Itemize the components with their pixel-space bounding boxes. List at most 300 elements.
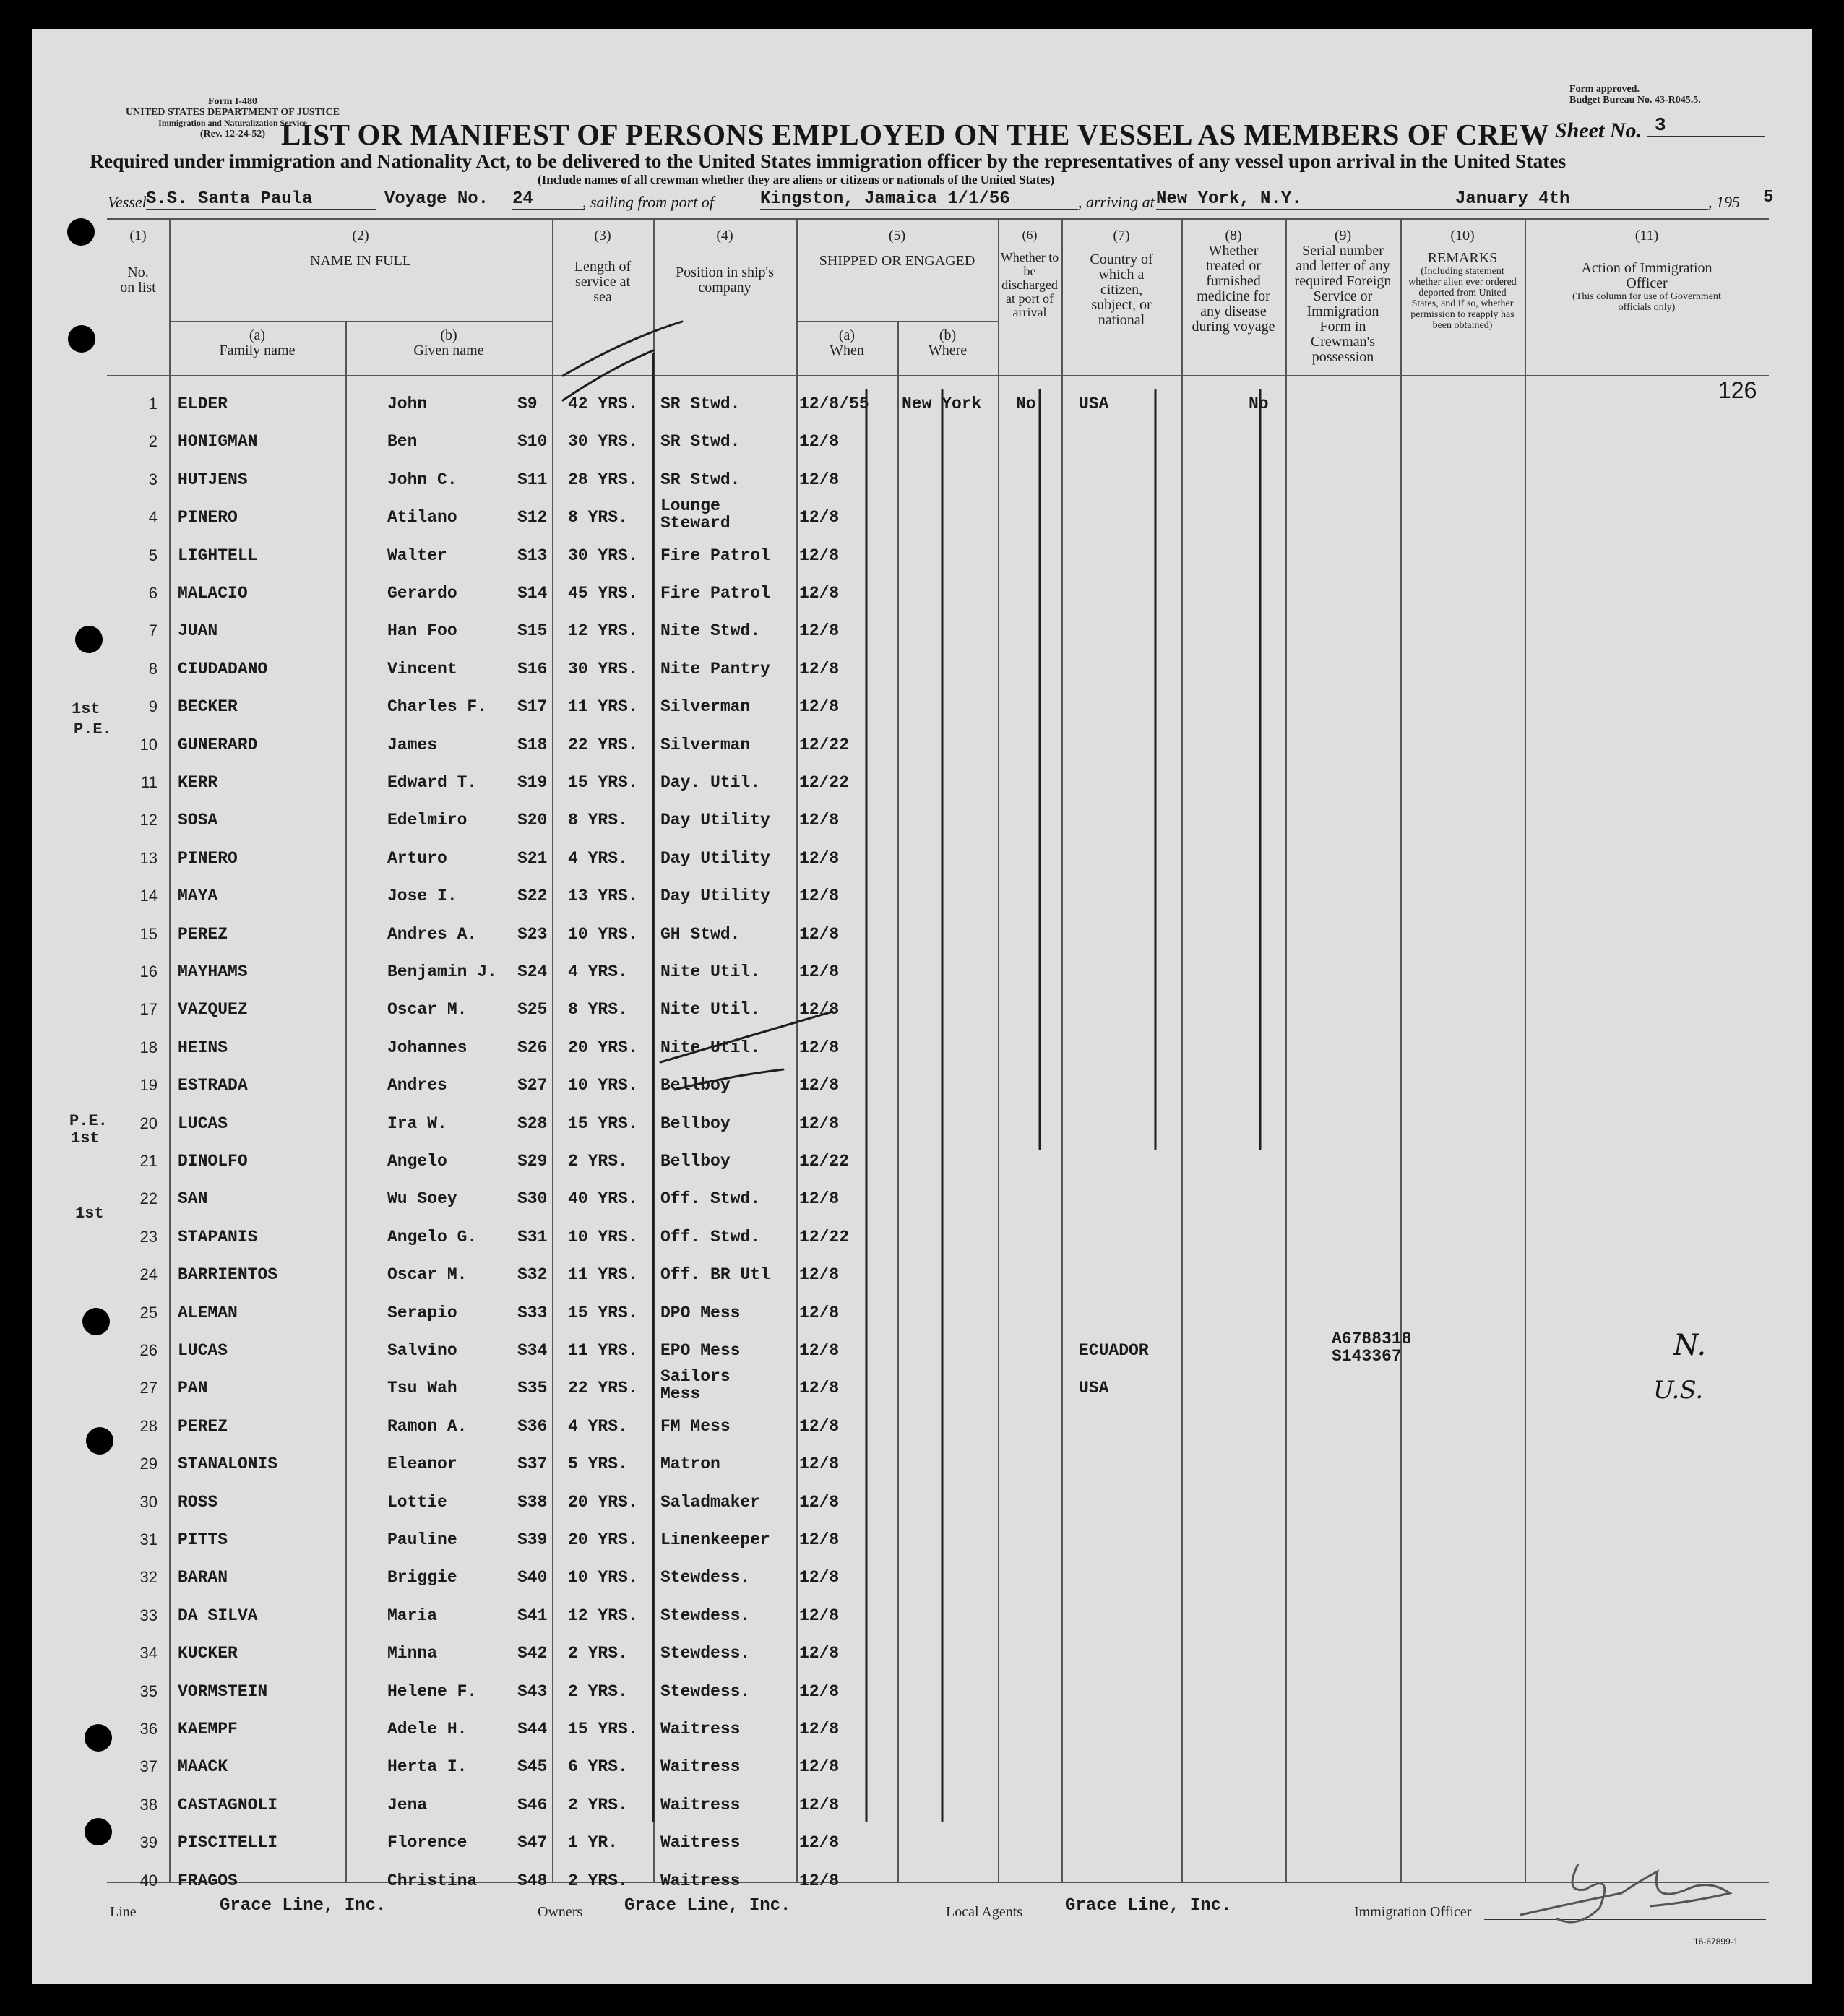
- voyage-number: 24: [512, 189, 585, 210]
- service-length: 28 YRS.: [568, 470, 638, 489]
- crew-code: S34: [517, 1341, 548, 1360]
- row-number: 10: [139, 735, 158, 754]
- col-6-number: (6): [1022, 228, 1038, 242]
- given-name: Vincent: [387, 659, 457, 679]
- service-length: 40 YRS.: [568, 1189, 638, 1209]
- given-name: Atilano: [387, 508, 457, 527]
- crew-code: S23: [517, 924, 548, 944]
- family-name: BECKER: [178, 697, 238, 717]
- shipped-when: 12/8: [799, 1681, 840, 1701]
- family-name: JUAN: [178, 621, 218, 641]
- position: FM Mess: [660, 1416, 731, 1436]
- position: SR Stwd.: [660, 470, 741, 489]
- shipped-when: 12/8: [799, 508, 840, 527]
- shipped-when: 12/8: [799, 432, 840, 452]
- col-5-number: (5): [888, 228, 906, 244]
- position: Stewdess.: [660, 1568, 751, 1588]
- crew-code: S40: [517, 1568, 548, 1588]
- crew-code: S15: [517, 621, 548, 641]
- col-9-label: Serial number and letter of any required Foreign Service or Immigration Form in Crewman's possession: [1294, 243, 1392, 365]
- service-length: 42 YRS.: [568, 395, 638, 413]
- given-name: Tsu Wah: [387, 1379, 457, 1398]
- col-10-note: (Including statement whether alien ever ordered deported from United States, and if so, whether permission to reapply has been obtained): [1408, 266, 1517, 331]
- service-length: 30 YRS.: [568, 659, 638, 679]
- shipped-when: 12/8: [799, 1757, 840, 1777]
- family-name: ELDER: [178, 395, 228, 413]
- shipped-when: 12/22: [799, 1152, 850, 1171]
- position: GH Stwd.: [660, 924, 741, 944]
- given-name: Jose I.: [387, 887, 457, 906]
- position: Nite Util.: [660, 1000, 761, 1020]
- col-4-number: (4): [716, 228, 733, 244]
- col-2-label: NAME IN FULL: [310, 253, 411, 269]
- position: Off. Stwd.: [660, 1189, 761, 1209]
- crew-code: S26: [517, 1038, 548, 1057]
- given-name: Andres A.: [387, 924, 478, 944]
- service-length: 10 YRS.: [568, 924, 638, 944]
- given-name: Ira W.: [387, 1113, 447, 1133]
- crew-code: S35: [517, 1379, 548, 1398]
- service-length: 10 YRS.: [568, 1227, 638, 1246]
- row-number: 5: [148, 546, 158, 564]
- service-length: 20 YRS.: [568, 1038, 638, 1057]
- family-name: STAPANIS: [178, 1227, 258, 1246]
- given-name: Ramon A.: [387, 1416, 468, 1436]
- row-number: 32: [139, 1568, 158, 1587]
- row-number: 13: [139, 848, 158, 867]
- col-9-number: (9): [1334, 228, 1352, 244]
- position: Nite Util.: [660, 1038, 761, 1057]
- col-6-label: Whether to be discharged at port of arrival: [1000, 250, 1059, 319]
- service-length: 2 YRS.: [568, 1644, 628, 1663]
- service-length: 8 YRS.: [568, 508, 628, 527]
- given-name: Benjamin J.: [387, 962, 497, 981]
- crew-code: S46: [517, 1795, 548, 1814]
- service-length: 30 YRS.: [568, 432, 638, 452]
- subtitle-note: (Include names of all crewman whether they are aliens or citizens or nationals of the United States): [538, 173, 1055, 186]
- page-subtitle: Required under immigration and Nationality Act, to be delivered to the United States immigration officer by the representatives of any vessel upon arrival in the United States: [90, 150, 1567, 172]
- country: ECUADOR: [1079, 1341, 1149, 1360]
- col-7-label: Country of which a citizen, subject, or national: [1090, 251, 1153, 328]
- position: Fire Patrol: [660, 546, 770, 565]
- row-number: 15: [139, 924, 158, 943]
- col-1-label: No. on list: [120, 264, 156, 296]
- given-name: Angelo: [387, 1152, 447, 1171]
- position: SR Stwd.: [660, 432, 741, 452]
- given-name: Christina: [387, 1871, 478, 1890]
- service-length: 20 YRS.: [568, 1492, 638, 1512]
- family-name: BARRIENTOS: [178, 1265, 278, 1285]
- line-label: Line: [110, 1904, 137, 1920]
- shipped-when: 12/22: [799, 1227, 850, 1246]
- agents-label: Local Agents: [946, 1904, 1023, 1920]
- shipped-when: 12/8: [799, 697, 840, 717]
- row-number: 35: [139, 1681, 158, 1700]
- given-name: Walter: [387, 546, 447, 565]
- row-number: 39: [139, 1833, 158, 1852]
- shipped-when: 12/8: [799, 1076, 840, 1095]
- col-5a-number: (a): [838, 327, 856, 343]
- given-name: Ben: [387, 432, 418, 452]
- officer-label: Immigration Officer: [1354, 1904, 1472, 1920]
- shipped-where: New York: [902, 395, 982, 413]
- officer-signature: [1477, 1850, 1780, 1937]
- crew-code: S12: [517, 508, 548, 527]
- page-number: 126: [1718, 377, 1757, 403]
- given-name: Angelo G.: [387, 1227, 478, 1246]
- pen-strokes: [32, 29, 1812, 1984]
- given-name: Charles F.: [387, 697, 488, 717]
- service-length: 8 YRS.: [568, 811, 628, 830]
- crew-code: S45: [517, 1757, 548, 1777]
- service-length: 45 YRS.: [568, 584, 638, 603]
- row-number: 21: [139, 1152, 158, 1170]
- given-name: Edward T.: [387, 773, 478, 792]
- position: Nite Stwd.: [660, 621, 761, 641]
- shipped-when: 12/8: [799, 962, 840, 981]
- given-name: Eleanor: [387, 1455, 457, 1474]
- col-7-number: (7): [1113, 228, 1130, 244]
- position: Day Utility: [660, 811, 770, 830]
- position: Day. Util.: [660, 773, 761, 792]
- crew-code: S16: [517, 659, 548, 679]
- family-name: ESTRADA: [178, 1076, 248, 1095]
- given-name: Herta I.: [387, 1757, 468, 1777]
- row-number: 29: [139, 1455, 158, 1473]
- col-3-label: Length of service at sea: [574, 259, 632, 305]
- position: Waitress: [660, 1871, 741, 1890]
- family-name: MAYHAMS: [178, 962, 248, 981]
- crew-code: S14: [517, 584, 548, 603]
- year-suffix: 5: [1763, 188, 1774, 207]
- given-name: Minna: [387, 1644, 438, 1663]
- crew-code: S33: [517, 1303, 548, 1322]
- position: Stewdess.: [660, 1644, 751, 1663]
- shipped-when: 12/8/55: [799, 395, 869, 413]
- row-number: 31: [139, 1530, 158, 1548]
- service-length: 22 YRS.: [568, 1379, 638, 1398]
- col-2a-number: (a): [249, 327, 266, 343]
- service-length: 4 YRS.: [568, 962, 628, 981]
- col-2a-label: Family name: [219, 343, 296, 358]
- given-name: Lottie: [387, 1492, 447, 1512]
- crew-code: S41: [517, 1606, 548, 1625]
- given-name: Gerardo: [387, 584, 457, 603]
- service-length: 10 YRS.: [568, 1568, 638, 1588]
- position: Bellboy: [660, 1152, 731, 1171]
- crew-code: S24: [517, 962, 548, 981]
- row-number: 23: [139, 1227, 158, 1246]
- crew-code: S10: [517, 432, 548, 452]
- crew-code: S18: [517, 735, 548, 754]
- col-8-number: (8): [1225, 228, 1242, 244]
- shipped-when: 12/8: [799, 546, 840, 565]
- given-name: Helene F.: [387, 1681, 478, 1701]
- crew-code: S9: [517, 395, 538, 413]
- crew-code: S21: [517, 848, 548, 868]
- shipped-when: 12/8: [799, 584, 840, 603]
- position: Nite Util.: [660, 962, 761, 981]
- shipped-when: 12/8: [799, 811, 840, 830]
- form-revision: (Rev. 12-24-52): [199, 129, 266, 139]
- shipped-when: 12/8: [799, 1530, 840, 1549]
- position: Silverman: [660, 735, 751, 754]
- margin-note: P.E.: [69, 1112, 108, 1130]
- shipped-when: 12/8: [799, 1568, 840, 1588]
- row-number: 3: [148, 470, 158, 488]
- family-name: MAYA: [178, 887, 218, 906]
- position: Bellboy: [660, 1113, 731, 1133]
- shipped-when: 12/8: [799, 659, 840, 679]
- crew-code: S32: [517, 1265, 548, 1285]
- agency-name: UNITED STATES DEPARTMENT OF JUSTICE: [126, 107, 340, 118]
- family-name: ALEMAN: [178, 1303, 238, 1322]
- crew-code: S44: [517, 1720, 548, 1739]
- col-5-label: SHIPPED OR ENGAGED: [819, 253, 975, 269]
- row-number: 34: [139, 1644, 158, 1663]
- row-number: 18: [139, 1038, 158, 1056]
- service-length: 11 YRS.: [568, 1265, 638, 1285]
- position: EPO Mess: [660, 1341, 741, 1360]
- crew-code: S22: [517, 887, 548, 906]
- given-name: Florence: [387, 1833, 468, 1853]
- row-number: 17: [139, 1000, 158, 1019]
- shipped-when: 12/8: [799, 621, 840, 641]
- service-length: 11 YRS.: [568, 697, 638, 717]
- print-code: 16-67899-1: [1694, 1937, 1739, 1947]
- service-length: 10 YRS.: [568, 1076, 638, 1095]
- row-number: 20: [139, 1113, 158, 1132]
- shipped-when: 12/8: [799, 1492, 840, 1512]
- position: Stewdess.: [660, 1681, 751, 1701]
- family-name: VAZQUEZ: [178, 1000, 248, 1020]
- position: Off. BR Utl: [660, 1265, 770, 1285]
- crew-code: S38: [517, 1492, 548, 1512]
- row-number: 38: [139, 1795, 158, 1814]
- family-name: ROSS: [178, 1492, 218, 1512]
- given-name: Briggie: [387, 1568, 457, 1588]
- family-name: PAN: [178, 1379, 208, 1398]
- sailing-label: , sailing from port of: [582, 193, 714, 211]
- position: Stewdess.: [660, 1606, 751, 1625]
- position: Fire Patrol: [660, 584, 770, 603]
- row-number: 14: [139, 887, 158, 905]
- crew-code: S28: [517, 1113, 548, 1133]
- family-name: PITTS: [178, 1530, 228, 1549]
- given-name: Han Foo: [387, 621, 457, 641]
- crew-code: S37: [517, 1455, 548, 1474]
- family-name: STANALONIS: [178, 1455, 278, 1474]
- approval-text: Form approved.: [1569, 84, 1640, 95]
- col-4-label: Position in ship's company: [676, 264, 774, 296]
- family-name: CIUDADANO: [178, 659, 268, 679]
- arrival-port: New York, N.Y.: [1156, 189, 1597, 210]
- given-name: Edelmiro: [387, 811, 468, 830]
- treated: No: [1249, 395, 1269, 413]
- shipped-when: 12/8: [799, 1871, 840, 1890]
- discharge: No: [1016, 395, 1036, 413]
- crew-code: S11: [517, 470, 548, 489]
- crew-code: S30: [517, 1189, 548, 1209]
- shipped-when: 12/8: [799, 1795, 840, 1814]
- service-length: 12 YRS.: [568, 621, 638, 641]
- country: USA: [1079, 395, 1109, 413]
- budget-text: Budget Bureau No. 43-R045.5.: [1569, 95, 1701, 105]
- serial-number-line-2: S143367: [1332, 1347, 1402, 1366]
- col-10-label: REMARKS: [1427, 250, 1498, 266]
- col-11-number: (11): [1634, 228, 1659, 244]
- row-number: 4: [148, 508, 158, 527]
- service-length: 4 YRS.: [568, 1416, 628, 1436]
- row-number: 24: [139, 1265, 158, 1284]
- service-length: 15 YRS.: [568, 1113, 638, 1133]
- service-length: 30 YRS.: [568, 546, 638, 565]
- given-name: Arturo: [387, 848, 447, 868]
- owners-label: Owners: [538, 1904, 583, 1920]
- crew-code: S47: [517, 1833, 548, 1853]
- position: Waitress: [660, 1720, 741, 1739]
- crew-code: S48: [517, 1871, 548, 1890]
- year-prefix: , 195: [1708, 193, 1740, 211]
- family-name: LUCAS: [178, 1113, 228, 1133]
- crew-code: S42: [517, 1644, 548, 1663]
- crew-code: S36: [517, 1416, 548, 1436]
- family-name: HEINS: [178, 1038, 228, 1057]
- service-length: 2 YRS.: [568, 1795, 628, 1814]
- col-2b-number: (b): [440, 327, 457, 343]
- col-11-note: (This column for use of Government officials only): [1572, 291, 1721, 313]
- position: SR Stwd.: [660, 395, 741, 413]
- shipped-when: 12/8: [799, 1189, 840, 1209]
- family-name: DINOLFO: [178, 1152, 248, 1171]
- family-name: HONIGMAN: [178, 432, 258, 452]
- row-number: 30: [139, 1492, 158, 1511]
- given-name: John C.: [387, 470, 457, 489]
- shipped-when: 12/8: [799, 1038, 840, 1057]
- row-number: 28: [139, 1416, 158, 1435]
- position: Sailors: [660, 1367, 731, 1387]
- given-name: Adele H.: [387, 1720, 468, 1739]
- owners-value: Grace Line, Inc.: [595, 1896, 935, 1916]
- shipped-when: 12/8: [799, 1606, 840, 1625]
- service-length: 20 YRS.: [568, 1530, 638, 1549]
- service-length: 22 YRS.: [568, 735, 638, 754]
- crew-code: S31: [517, 1227, 548, 1246]
- position: Waitress: [660, 1833, 741, 1853]
- service-length: 15 YRS.: [568, 773, 638, 792]
- line-value: Grace Line, Inc.: [155, 1896, 494, 1916]
- family-name: MALACIO: [178, 584, 248, 603]
- shipped-when: 12/8: [799, 887, 840, 906]
- row-number: 8: [148, 659, 158, 678]
- service-length: 5 YRS.: [568, 1455, 628, 1474]
- service-length: 2 YRS.: [568, 1871, 628, 1890]
- family-name: PEREZ: [178, 924, 228, 944]
- service-length: 12 YRS.: [568, 1606, 638, 1625]
- row-number: 37: [139, 1757, 158, 1776]
- position: Day Utility: [660, 887, 770, 906]
- margin-note: 1st: [72, 700, 100, 718]
- col-2b-label: Given name: [413, 343, 484, 358]
- row-number: 25: [139, 1303, 158, 1322]
- position: Matron: [660, 1455, 720, 1474]
- service-name: Immigration and Naturalization Service: [158, 118, 307, 128]
- position: Linenkeeper: [660, 1530, 770, 1549]
- shipped-when: 12/8: [799, 924, 840, 944]
- family-name: VORMSTEIN: [178, 1681, 268, 1701]
- shipped-when: 12/8: [799, 1000, 840, 1020]
- crew-code: S29: [517, 1152, 548, 1171]
- margin-note: 1st: [71, 1129, 100, 1147]
- given-name: Wu Soey: [387, 1189, 457, 1209]
- crew-code: S39: [517, 1530, 548, 1549]
- arrival-date: January 4th: [1455, 189, 1708, 210]
- sheet-number: 3: [1647, 114, 1765, 137]
- manifest-page: [32, 29, 1812, 1984]
- service-length: 15 YRS.: [568, 1720, 638, 1739]
- family-name: MAACK: [178, 1757, 228, 1777]
- given-name: John: [387, 395, 428, 413]
- position-line-2: Mess: [660, 1384, 701, 1404]
- given-name: Serapio: [387, 1303, 457, 1322]
- row-number: 12: [139, 811, 158, 830]
- given-name: James: [387, 735, 438, 754]
- position: Off. Stwd.: [660, 1227, 761, 1246]
- family-name: PEREZ: [178, 1416, 228, 1436]
- crew-code: S13: [517, 546, 548, 565]
- crew-code: S17: [517, 697, 548, 717]
- col-11-label: Action of Immigration Officer: [1581, 260, 1712, 291]
- family-name: GUNERARD: [178, 735, 258, 754]
- row-number: 22: [139, 1189, 158, 1208]
- serial-number: A6788318: [1332, 1330, 1412, 1348]
- crew-code: S19: [517, 773, 548, 792]
- row-number: 2: [148, 432, 158, 451]
- crew-code: S25: [517, 1000, 548, 1020]
- row-number: 36: [139, 1720, 158, 1738]
- officer-mark: N.: [1673, 1329, 1707, 1362]
- row-number: 1: [148, 395, 158, 413]
- service-length: 2 YRS.: [568, 1152, 628, 1171]
- service-length: 11 YRS.: [568, 1341, 638, 1360]
- shipped-when: 12/8: [799, 1416, 840, 1436]
- family-name: FRAGOS: [178, 1871, 238, 1890]
- country: USA: [1079, 1379, 1109, 1398]
- shipped-when: 12/8: [799, 1303, 840, 1322]
- position-line-2: Steward: [660, 514, 731, 533]
- position: Silverman: [660, 697, 751, 717]
- given-name: Oscar M.: [387, 1265, 468, 1285]
- service-length: 15 YRS.: [568, 1303, 638, 1322]
- family-name: LUCAS: [178, 1341, 228, 1360]
- family-name: CASTAGNOLI: [178, 1795, 278, 1814]
- col-10-number: (10): [1450, 228, 1475, 244]
- row-number: 9: [148, 697, 158, 716]
- family-name: SOSA: [178, 811, 218, 830]
- row-number: 6: [148, 584, 158, 602]
- family-name: KUCKER: [178, 1644, 238, 1663]
- voyage-label: Voyage No.: [384, 189, 489, 209]
- family-name: DA SILVA: [178, 1606, 258, 1625]
- family-name: LIGHTELL: [178, 546, 258, 565]
- crew-code: S20: [517, 811, 548, 830]
- family-name: PINERO: [178, 848, 238, 868]
- given-name: Andres: [387, 1076, 447, 1095]
- shipped-when: 12/8: [799, 1113, 840, 1133]
- service-length: 8 YRS.: [568, 1000, 628, 1020]
- arriving-label: , arriving at: [1078, 193, 1155, 211]
- given-name: Oscar M.: [387, 1000, 468, 1020]
